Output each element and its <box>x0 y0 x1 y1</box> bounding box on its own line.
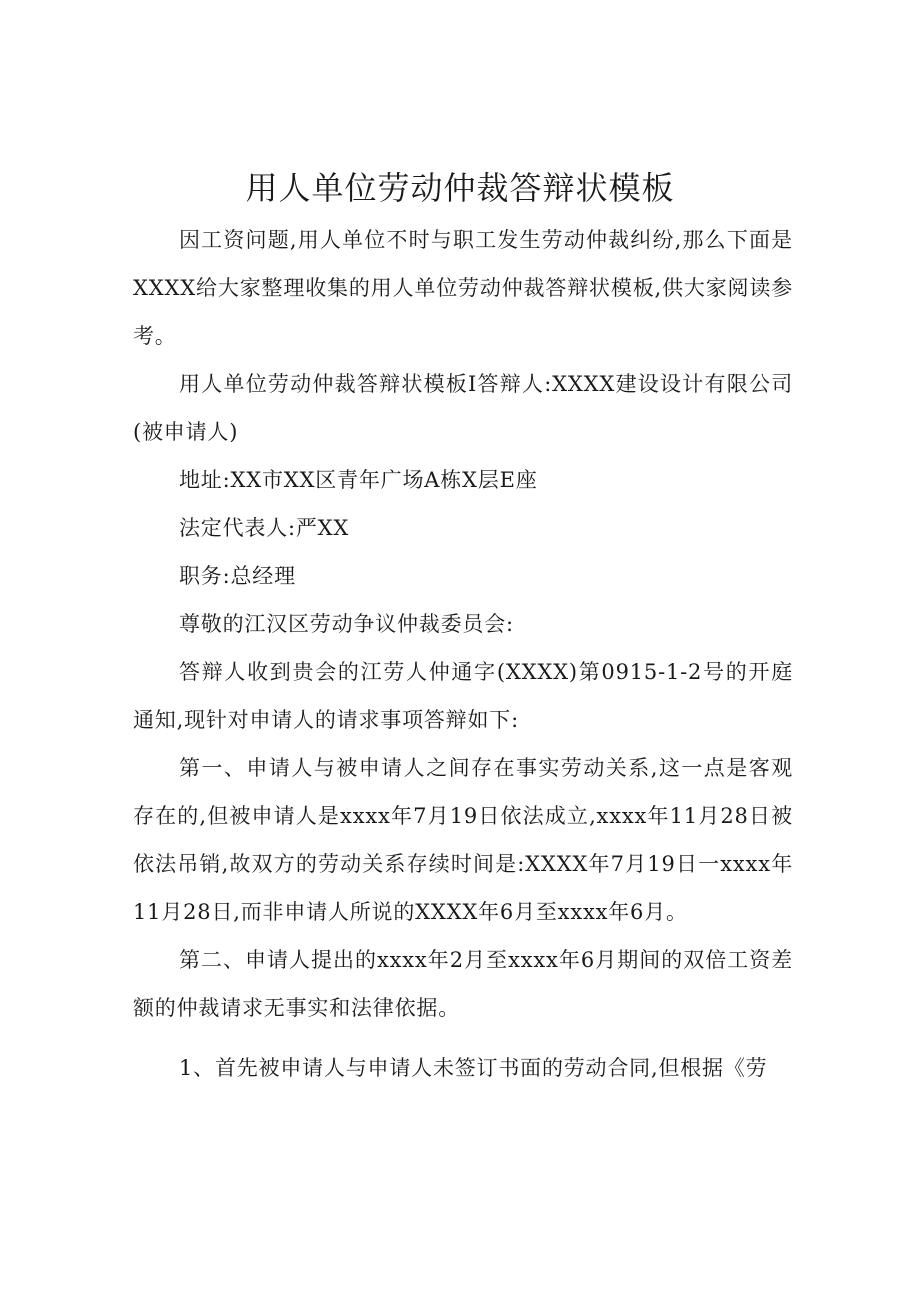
paragraph-address: 地址:XX市XX区青年广场A栋X层E座 <box>179 468 538 492</box>
document-title: 用人单位劳动仲裁答辩状模板 <box>245 169 675 207</box>
paragraph-respondent: 用人单位劳动仲裁答辩状模板I答辩人:XXXX建设设计有限公司(被申请人) <box>133 372 793 444</box>
paragraph-point-two: 第二、申请人提出的xxxx年2月至xxxx年6月期间的双倍工资差额的仲裁请求无事实和法律依据。 <box>133 948 793 1020</box>
paragraph-point-one: 第一、申请人与被申请人之间存在事实劳动关系,这一点是客观存在的,但被申请人是xxxx年7月19日依法成立,xxxx年11月28日被依法吊销,故双方的劳动关系存续时间是:XXXX年7月19日一xxxx年11月28日,而非申请人所说的XXXX年6月至xxxx年6月。 <box>133 756 793 924</box>
paragraph-notice: 答辩人收到贵会的江劳人仲通字(XXXX)第0915-1-2号的开庭通知,现针对申请人的请求事项答辩如下: <box>133 660 793 732</box>
paragraph-intro: 因工资问题,用人单位不时与职工发生劳动仲裁纠纷,那么下面是XXXX给大家整理收集的用人单位劳动仲裁答辩状模板,供大家阅读参考。 <box>133 228 793 348</box>
paragraph-position: 职务:总经理 <box>179 564 296 588</box>
paragraph-salutation: 尊敬的江汉区劳动争议仲裁委员会: <box>179 612 514 636</box>
document-body <box>133 216 793 1092</box>
paragraph-legal-representative: 法定代表人:严XX <box>179 516 350 540</box>
paragraph-subpoint-one: 1、首先被申请人与申请人未签订书面的劳动合同,但根据《劳 <box>179 1056 768 1080</box>
